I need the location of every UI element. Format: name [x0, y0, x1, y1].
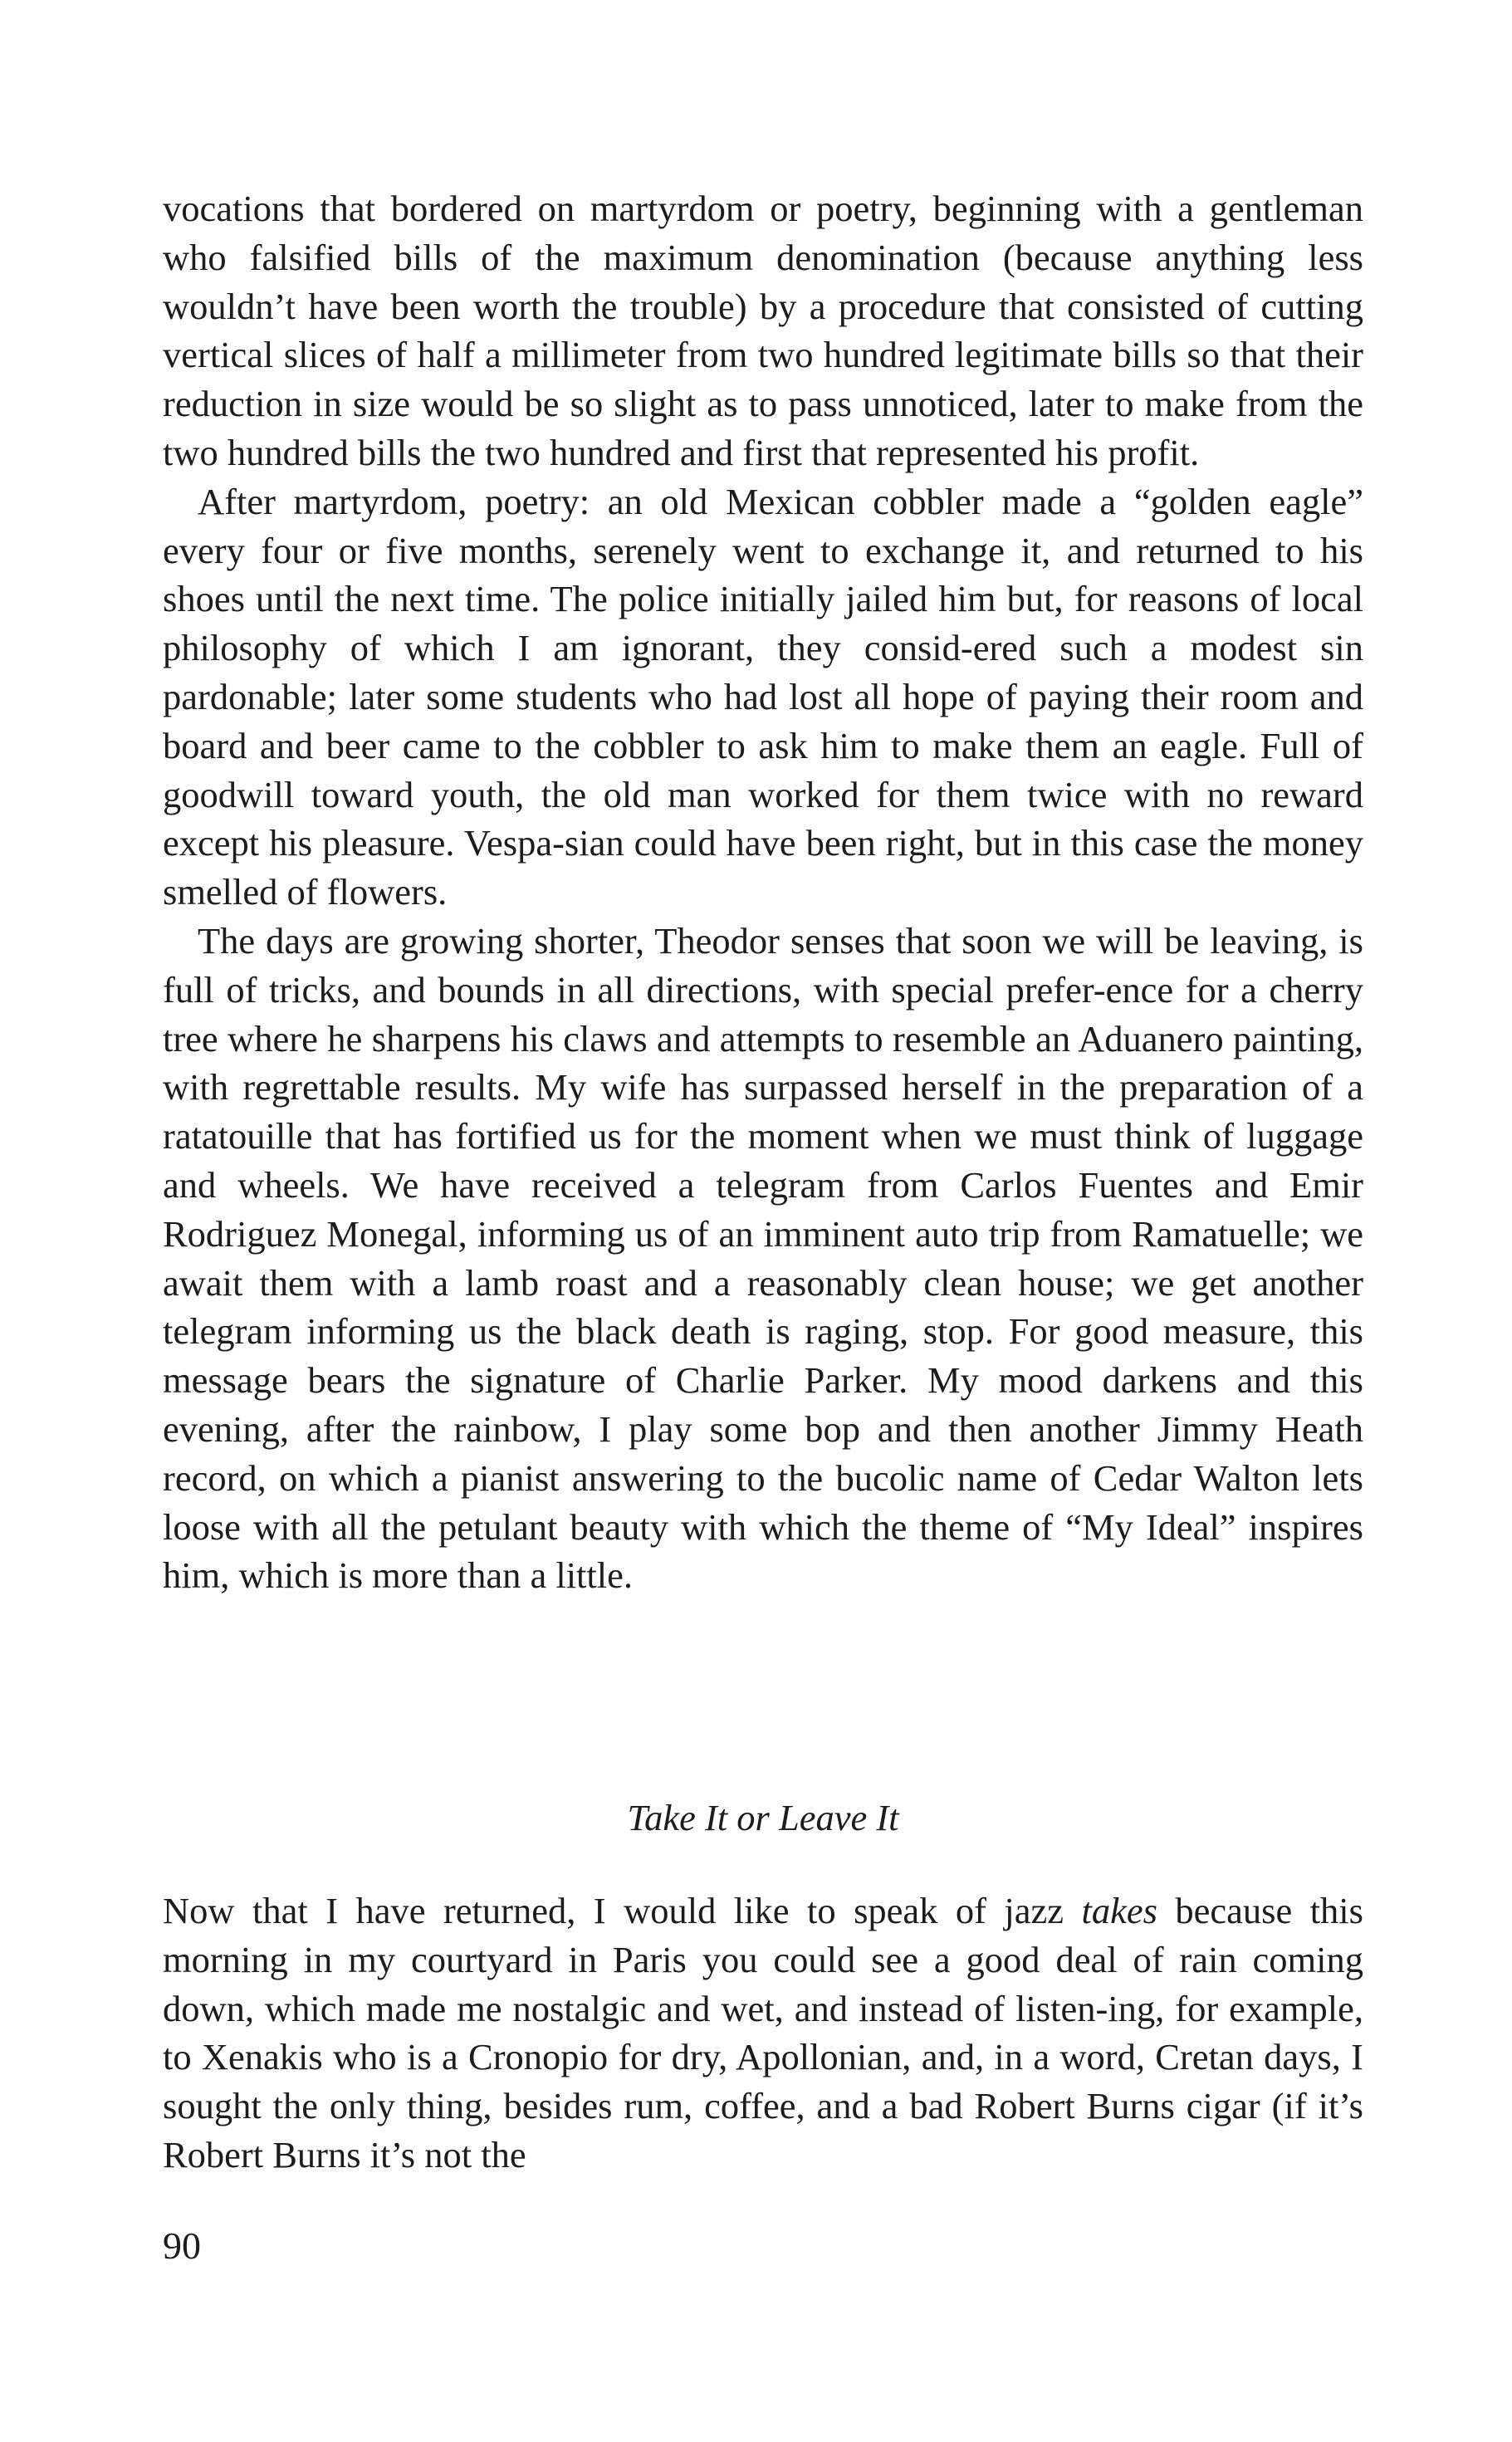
paragraph-jazz-takes: [163, 1887, 1363, 2180]
section-heading: Take It or Leave It: [627, 1797, 899, 1838]
paragraph-continued: vocations that bordered on martyrdom or poetry, beginning with a gentleman who falsified bills of the maximum denomination (because anything less wouldn’t have been worth the trouble) by a procedure that consisted of cutting vertical slices of half a millimeter from two hundred legitimate bills so that their reduction in size would be so slight as to pass unnoticed, later to make from the two hundred bills the two hundred and first that represented his profit.: [163, 188, 1363, 473]
section-body-text: [163, 1887, 1363, 2180]
emphasized-word: takes: [1081, 1890, 1157, 1931]
body-text: [163, 184, 1363, 1600]
paragraph-text-end: because this morning in my courtyard in Paris you could see a good deal of rain coming down, which made me nostalgic and wet, and instead of listen-ing, for example, to Xenakis who is a Cronopio for dry, Apollonian, and, in a word, Cretan days, I sought the only thing, besides rum, coffee, and a bad Robert Burns cigar (if it’s Robert Burns it’s not the: [163, 1890, 1363, 2175]
paragraph-text-start: Now that I have returned, I would like to speak of jazz: [163, 1890, 1082, 1931]
paragraph-cobbler: After martyrdom, poetry: an old Mexican cobbler made a “golden eagle” every four or five months, serenely went to exchange it, and returned to his shoes until the next time. The police initially jailed him but, for reasons of local philosophy of which I am ignorant, they consid-ered such a modest sin pardonable; later some students who had lost all hope of paying their room and board and beer came to the cobbler to ask him to make them an eagle. Full of goodwill toward youth, the old man worked for them twice with no reward except his pleasure. Vespa-sian could have been right, but in this case the money smelled of flowers.: [163, 480, 1363, 913]
paragraph-theodor: The days are growing shorter, Theodor senses that soon we will be leaving, is full of tricks, and bounds in all directions, with special prefer-ence for a cherry tree where he sharpens his claws and attempts to resemble an Aduanero painting, with regrettable results. My wife has surpassed herself in the preparation of a ratatouille that has fortified us for the moment when we must think of luggage and wheels. We have received a telegram from Carlos Fuentes and Emir Rodriguez Monegal, informing us of an imminent auto trip from Ramatuelle; we await them with a lamb roast and a reasonably clean house; we get another telegram informing us the black death is raging, stop. For good measure, this message bears the signature of Charlie Parker. My mood darkens and this evening, after the rainbow, I play some bop and then another Jimmy Heath record, on which a pianist answering to the bucolic name of Cedar Walton lets loose with all the petulant beauty with which the theme of “My Ideal” inspires him, which is more than a little.: [163, 919, 1363, 1597]
page-number: 90: [163, 2224, 201, 2267]
